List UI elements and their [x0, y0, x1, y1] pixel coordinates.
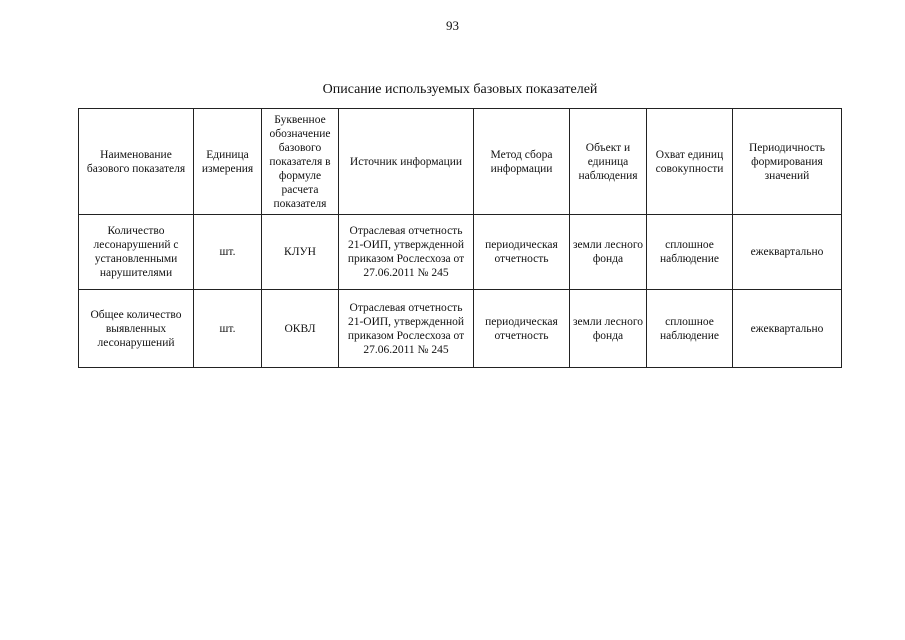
cell-letter-designation: КЛУН: [262, 215, 339, 290]
table-header-row: [79, 109, 842, 215]
cell-population-coverage: сплошное наблюдение: [647, 290, 733, 368]
table-row: [79, 290, 842, 368]
header-collection-method: Метод сбора информации: [474, 109, 570, 215]
cell-information-source: Отраслевая отчетность 21-ОИП, утвержденной приказом Рослесхоза от 27.06.2011 № 245: [339, 215, 474, 290]
cell-observation-object: земли лесного фонда: [570, 290, 647, 368]
cell-population-coverage: сплошное наблюдение: [647, 215, 733, 290]
header-indicator-name: Наименование базового показателя: [79, 109, 194, 215]
cell-indicator-name: Количество лесонарушений с установленными нарушителями: [79, 215, 194, 290]
header-observation-object: Объект и единица наблюдения: [570, 109, 647, 215]
cell-unit: шт.: [194, 290, 262, 368]
header-information-source: Источник информации: [339, 109, 474, 215]
document-title: Описание используемых базовых показателей: [322, 82, 598, 97]
header-periodicity: Периодичность формирования значений: [733, 109, 842, 215]
cell-letter-designation: ОКВЛ: [262, 290, 339, 368]
header-unit: Единица измерения: [194, 109, 262, 215]
cell-unit: шт.: [194, 215, 262, 290]
header-population-coverage: Охват единиц совокупности: [647, 109, 733, 215]
header-letter-designation: Буквенное обозначение базового показателя в формуле расчета показателя: [262, 109, 339, 215]
cell-periodicity: ежеквартально: [733, 215, 842, 290]
base-indicators-table: [78, 108, 842, 368]
cell-information-source: Отраслевая отчетность 21-ОИП, утвержденной приказом Рослесхоза от 27.06.2011 № 245: [339, 290, 474, 368]
cell-indicator-name: Общее количество выявленных лесонарушений: [79, 290, 194, 368]
cell-collection-method: периодическая отчетность: [474, 290, 570, 368]
table-row: [79, 215, 842, 290]
cell-periodicity: ежеквартально: [733, 290, 842, 368]
cell-observation-object: земли лесного фонда: [570, 215, 647, 290]
cell-collection-method: периодическая отчетность: [474, 215, 570, 290]
page-number: 93: [446, 18, 459, 33]
